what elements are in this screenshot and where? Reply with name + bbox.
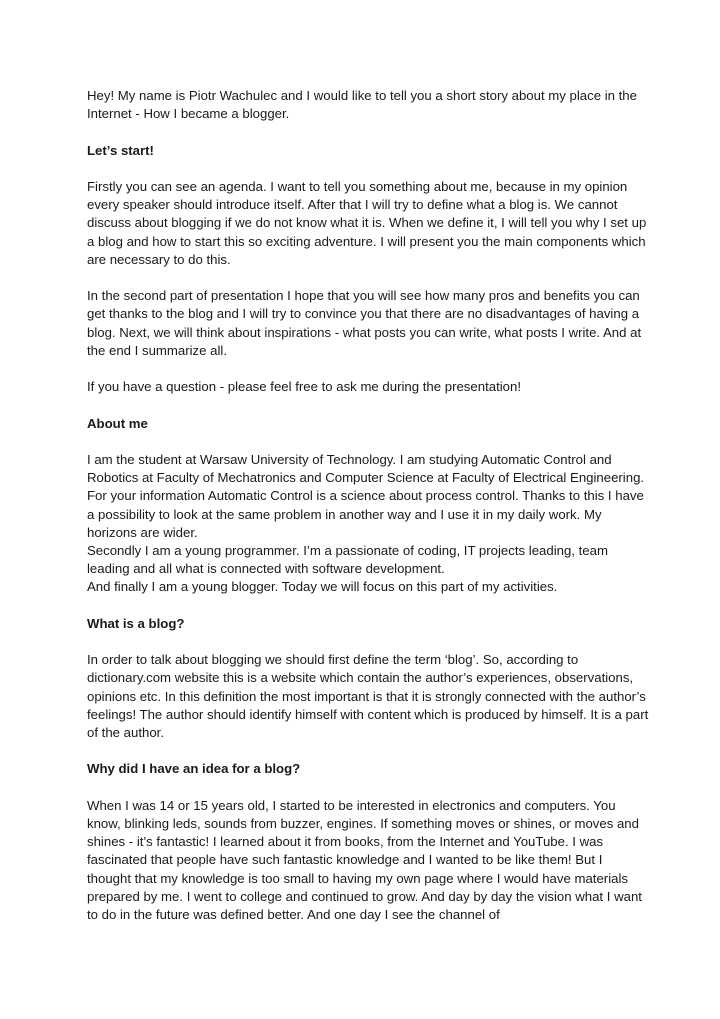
heading-what-is-a-blog: What is a blog?	[87, 615, 185, 631]
heading-why-blog: Why did I have an idea for a blog?	[87, 761, 301, 777]
second-part-paragraph: In the second part of presentation I hope that you will see how many pros and benefits you can get thanks to the blog and I will try to convince you that there are no disadvantages of having a blog. Next, we will think about inspirations - what posts you can write, what posts I write. And at the end I summarize all.	[87, 288, 642, 358]
heading-about-me: About me	[87, 415, 148, 431]
agenda-paragraph: Firstly you can see an agenda. I want to tell you something about me, because in my opinion every speaker should introduce itself. After that I will try to define what a blog is. We cannot discuss about blogging if we do not know what it is. When we define it, I will tell you why I set up a blog and how to start this so exciting adventure. I will present you the main components which are necessary to do this.	[87, 178, 647, 267]
about-me-paragraph: I am the student at Warsaw University of Technology. I am studying Automatic Control and Robotics at Faculty of Mechatronics and Computer Science at Faculty of Electrical Engineering. For your information Automatic Control is a science about process control. Thanks to this I have a possibility to look at the same problem in another way and I use it in my daily work. My horizons are wider. Secondly I am a young programmer. I’m a passionate of coding, IT projects leading, team leading and all what is connected with software development. And finally I am a young blogger. Today we will focus on this part of my activities.	[87, 451, 645, 595]
intro-paragraph: Hey! My name is Piotr Wachulec and I would like to tell you a short story about my place in the Internet - How I became a blogger.	[87, 88, 637, 122]
why-blog-paragraph: When I was 14 or 15 years old, I started to be interested in electronics and computers. You know, blinking leds, sounds from buzzer, engines. If something moves or shines, or moves and shines - it’s fantastic! I learned about it from books, from the Internet and YouTube. I was fascinated that people have such fantastic knowledge and I wanted to be like them! But I thought that my knowledge is too small to having my own page where I would have materials prepared by me. I went to college and continued to grow. And day by day the vision what I want to do in the future was defined better. And one day I see the channel of	[87, 797, 642, 922]
questions-paragraph: If you have a question - please feel free to ask me during the presentation!	[87, 379, 521, 395]
what-is-a-blog-paragraph: In order to talk about blogging we should first define the term ‘blog’. So, according to dictionary.com website this is a website which contain the author’s experiences, observations, opinions etc. In this definition the most important is that it is strongly connected with the author’s feelings! The author should identify himself with content which is produced by himself. It is a part of the author.	[87, 652, 649, 740]
heading-lets-start: Let’s start!	[87, 142, 154, 158]
